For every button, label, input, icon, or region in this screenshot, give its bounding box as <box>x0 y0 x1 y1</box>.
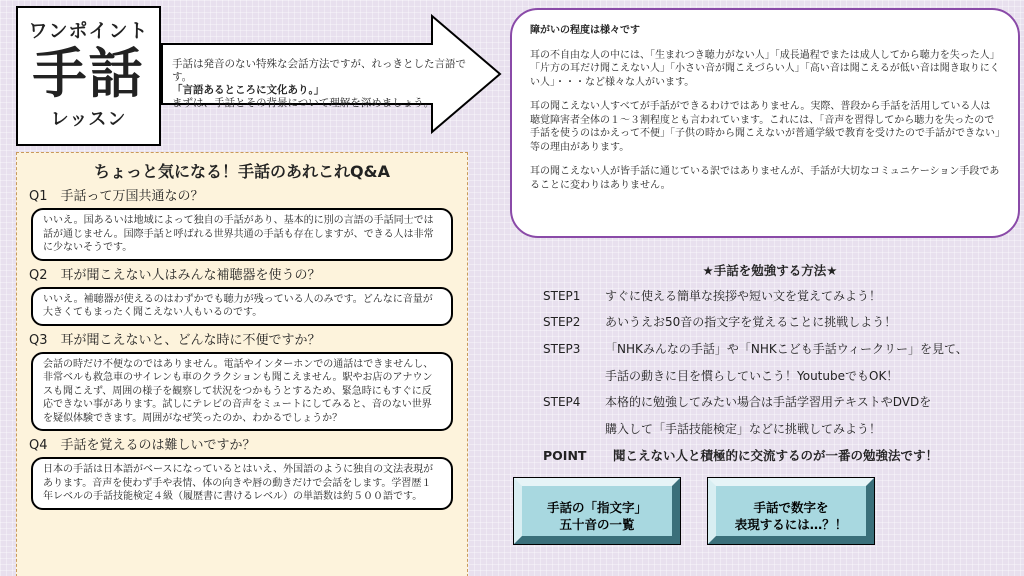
qa-panel <box>16 152 468 576</box>
answer-3: 会話の時だけ不便なのではありません。電話やインターホンでの通話はできませんし、非常ベルも救急車のサイレンも車のクラクションも聞こえません。駅やお店のアナウンスも聞こえず、周囲の様子を観察して状況をつかもうとするため、緊急時にもすぐに反応できない事があります。試しにテレビの音声をミュートにしてみると、音のない世界を疑似体験できます。周囲がなぜ笑ったのか、わかるでしょうか？ <box>31 352 453 432</box>
intro-text <box>172 58 472 110</box>
intro-line-1: 手話は発音のない特殊な会話方法ですが、れっきとした言語です。 <box>172 58 466 83</box>
point-label: POINT <box>543 448 587 463</box>
disability-paragraph-3: 耳の聞こえない人が皆手話に通じている訳ではありませんが、手話が大切なコミュニケーション手段であることに変わりはありません。 <box>530 166 1000 191</box>
step-1-label: STEP1 <box>543 289 581 303</box>
question-1: Q1 手話って万国共通なの？ <box>29 189 204 204</box>
study-title: ★手話を勉強する方法★ <box>702 263 838 278</box>
question-3: Q3 耳が聞こえないと、どんな時に不便ですか？ <box>29 332 321 348</box>
answer-2: いいえ。補聴器が使えるのはわずかでも聴力が残っている人のみです。どんなに音量が大きくてもまったく聞こえない人もいるのです。 <box>31 287 453 326</box>
step-4-continued: 購入して「手話技能検定」などに挑戦してみよう！ <box>605 422 882 436</box>
disability-paragraph-1: 耳の不自由な人の中には、「生まれつき聴力がない人」「成長過程でまたは成人してから聴力を失った人」「片方の耳だけ聞こえない人」「小さい音が聞こえづらい人」「高い音は聞こえるが低い音は聞き取りにくい人」・・・など様々な人がいます。 <box>530 49 1000 88</box>
logo-main-text: 手話 <box>32 42 145 105</box>
intro-quote: 「言語あるところに文化あり。」 <box>172 84 325 96</box>
point-row <box>543 446 938 464</box>
logo-top-text: ワンポイント <box>28 20 149 42</box>
step-3 <box>543 340 968 357</box>
step-2-label: STEP2 <box>543 315 581 329</box>
qa-title: ちょっと気になる！手話のあれこれQ&A <box>94 162 390 181</box>
step-4 <box>543 393 931 410</box>
step-2-text: あいうえお50音の指文字を覚えることに挑戦しよう！ <box>605 315 897 329</box>
answer-1: いいえ。国あるいは地域によって独自の手話があり、基本的に別の言語の手話同士では話が通じません。国際手話と呼ばれる世界共通の手話も存在しますが、できる人は非常に少ないそうです。 <box>31 208 453 261</box>
step-1 <box>543 287 881 304</box>
step-3-continued: 手話の動きに目を慣らしていこう！YoutubeでもOK！ <box>605 369 899 383</box>
step-3-text: 「NHKみんなの手話」や「NHKこども手話ウィークリー」を見て、 <box>605 342 968 356</box>
step-3-label: STEP3 <box>543 342 581 356</box>
disability-title: 障がいの程度は様々です <box>530 25 640 36</box>
point-text: 聞こえない人と積極的に交流するのが一番の勉強法です！ <box>613 448 939 463</box>
numbers-in-sign-button[interactable] <box>708 478 874 544</box>
step-4-label: STEP4 <box>543 395 581 409</box>
question-4: Q4 手話を覚えるのは難しいですか？ <box>29 438 256 453</box>
fingerspelling-button-line-2: 五十音の一覧 <box>559 517 635 532</box>
fingerspelling-button-line-1: 手話の「指文字」 <box>546 500 647 515</box>
answer-4: 日本の手話は日本語がベースになっているとはいえ、外国語のように独自の文法表現があります。音声を使わず手や表情、体の向きや唇の動きだけで会話をします。学習歴１年レベルの手話技能検定４級（履歴書に書けるレベル）の単語数は約５００語です。 <box>31 457 453 510</box>
question-2: Q2 耳が聞こえない人はみんな補聴器を使うの？ <box>29 267 321 283</box>
disability-paragraph-2: 耳の聞こえない人すべてが手話ができるわけではありません。実際、普段から手話を活用している人は聴覚障害者全体の１～３割程度とも言われています。これには、「音声を習得してから聴力を失ったので手話を使うのはかえって不便」「子供の時から聞こえないが普通学級で教育を受けたので手話ができない」等の理由があります。 <box>530 101 1000 153</box>
logo <box>16 6 161 146</box>
fingerspelling-list-button[interactable] <box>514 478 680 544</box>
numbers-button-line-2: 表現するには…？！ <box>734 517 848 532</box>
step-4-text: 本格的に勉強してみたい場合は手話学習用テキストやDVDを <box>605 395 932 409</box>
disability-info-box <box>510 8 1020 238</box>
logo-bottom-text: レッスン <box>50 109 127 130</box>
step-2 <box>543 313 896 330</box>
numbers-button-line-1: 手話で数字を <box>753 500 829 515</box>
step-1-text: すぐに使える簡単な挨拶や短い文を覚えてみよう！ <box>605 289 882 303</box>
intro-line-3: まずは、手話とその背景について理解を深めましょう。 <box>172 97 435 109</box>
